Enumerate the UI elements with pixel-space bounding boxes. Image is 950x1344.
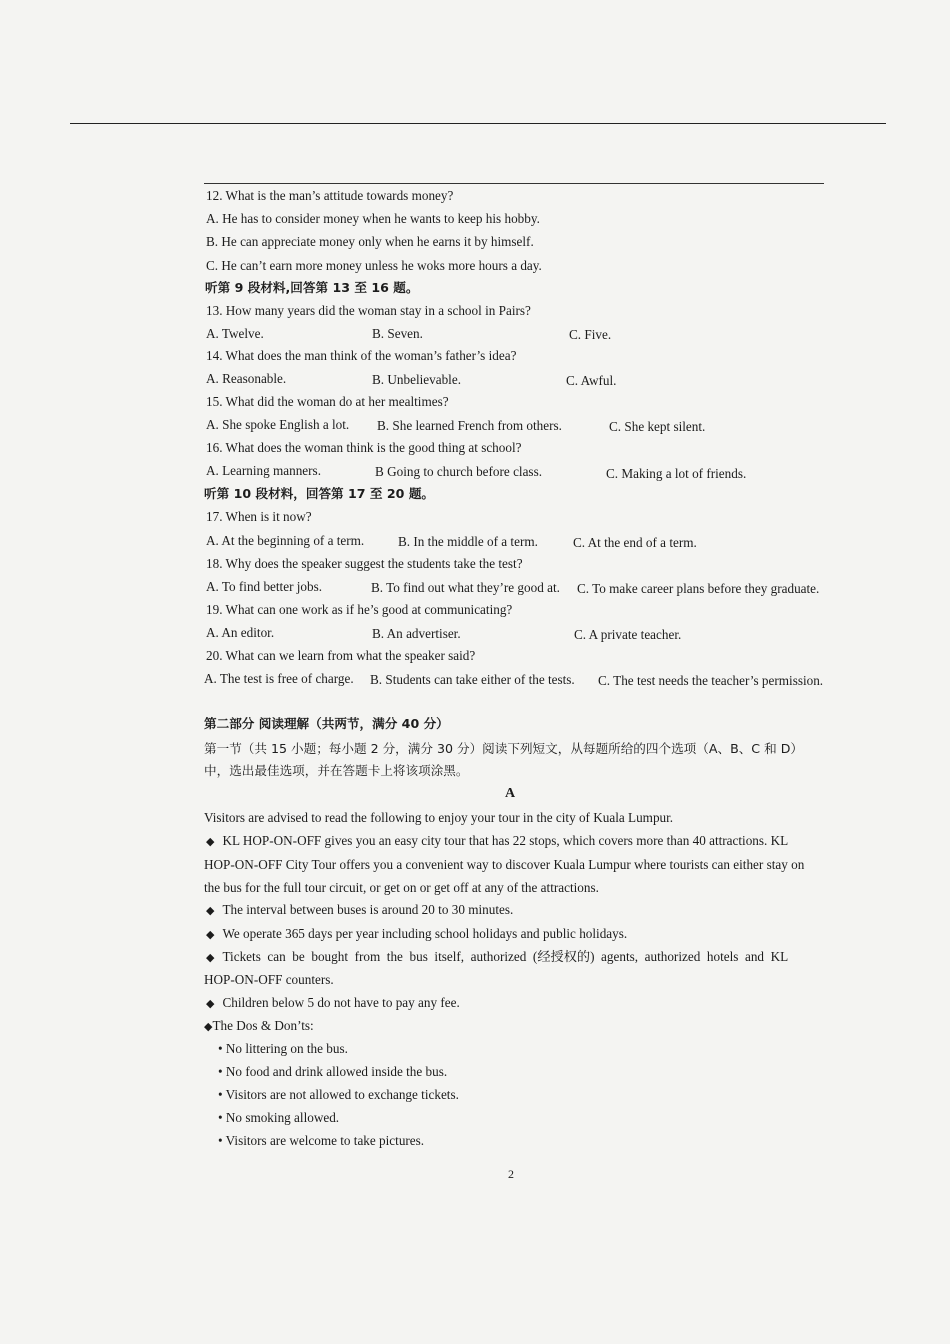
q14-option-b: B. Unbelievable. — [372, 372, 461, 387]
bullet-1-text: KL HOP-ON-OFF gives you an easy city tour that has 22 stops, which covers more than 40 attractions. KL — [222, 833, 789, 848]
bullet-icon: ◆ — [204, 1021, 213, 1033]
bullet-1-line-1 — [206, 832, 788, 851]
bullet-icon: ◆ — [206, 952, 215, 964]
bullet-4-line-2: HOP-ON-OFF counters. — [204, 972, 334, 987]
q15-option-a: A. She spoke English a lot. — [206, 417, 350, 432]
bullet-icon: ◆ — [206, 905, 215, 917]
q13-option-c: C. Five. — [569, 327, 612, 342]
q20-option-b: B. Students can take either of the tests. — [370, 672, 575, 687]
material-10-instruction: 听第 10 段材料，回答第 17 至 20 题。 — [204, 486, 435, 501]
question-13: 13. How many years did the woman stay in a school in Pairs? — [206, 303, 531, 318]
question-15: 15. What did the woman do at her mealtimes? — [206, 394, 449, 409]
bullet-icon: ◆ — [206, 836, 215, 848]
question-19: 19. What can one work as if he’s good at communicating? — [206, 602, 513, 617]
part-2-heading: 第二部分 阅读理解（共两节，满分 40 分） — [204, 716, 449, 731]
part-2-instruction-line-2: 中，选出最佳选项，并在答题卡上将该项涂黑。 — [204, 763, 469, 778]
rule-item-4: • No smoking allowed. — [218, 1110, 340, 1125]
q12-option-b: B. He can appreciate money only when he earns it by himself. — [206, 234, 534, 249]
bullet-icon: ◆ — [206, 998, 215, 1010]
question-20: 20. What can we learn from what the speaker said? — [206, 648, 476, 663]
material-9-instruction: 听第 9 段材料,回答第 13 至 16 题。 — [205, 280, 419, 295]
bullet-3 — [206, 925, 627, 944]
q15-option-c: C. She kept silent. — [609, 419, 706, 434]
bullet-1-line-3: the bus for the full tour circuit, or get on or get off at any of the attractions. — [204, 880, 599, 895]
q15-option-b: B. She learned French from others. — [377, 418, 562, 433]
q17-option-b: B. In the middle of a term. — [398, 534, 538, 549]
q16-option-c: C. Making a lot of friends. — [606, 466, 747, 481]
bullet-2 — [206, 901, 513, 920]
bullet-4-line-1 — [206, 948, 788, 967]
bullet-4-text: Tickets can be bought from the bus itself, authorized (经授权的) agents, authorized hotels and KL — [222, 949, 789, 964]
bullet-6-text: The Dos & Don’ts: — [212, 1018, 314, 1033]
rule-item-5: • Visitors are welcome to take pictures. — [218, 1133, 425, 1148]
bullet-2-text: The interval between buses is around 20 to 30 minutes. — [222, 902, 514, 917]
q17-option-c: C. At the end of a term. — [573, 535, 697, 550]
rule-item-2: • No food and drink allowed inside the bus. — [218, 1064, 448, 1079]
q12-option-a: A. He has to consider money when he wants to keep his hobby. — [206, 211, 540, 226]
q19-option-a: A. An editor. — [206, 625, 275, 640]
passage-letter: A — [505, 786, 516, 801]
question-16: 16. What does the woman think is the good thing at school? — [206, 440, 522, 455]
question-14: 14. What does the man think of the woman’s father’s idea? — [206, 348, 517, 363]
part-2-instruction-line-1: 第一节（共 15 小题；每小题 2 分，满分 30 分）阅读下列短文，从每题所给的四个选项（A、B、C 和 D） — [204, 741, 803, 756]
q13-option-b: B. Seven. — [372, 326, 423, 341]
rule-item-3: • Visitors are not allowed to exchange tickets. — [218, 1087, 459, 1102]
q17-option-a: A. At the beginning of a term. — [206, 533, 365, 548]
page-number: 2 — [508, 1167, 514, 1181]
q19-option-b: B. An advertiser. — [372, 626, 461, 641]
question-17: 17. When is it now? — [206, 509, 312, 524]
q20-option-c: C. The test needs the teacher’s permission. — [598, 673, 824, 688]
q18-option-a: A. To find better jobs. — [206, 579, 323, 594]
q19-option-c: C. A private teacher. — [574, 627, 682, 642]
q18-option-b: B. To find out what they’re good at. — [371, 580, 560, 595]
bullet-icon: ◆ — [206, 929, 215, 941]
bullet-1-line-2: HOP-ON-OFF City Tour offers you a convenient way to discover Kuala Lumpur where tourists can either stay on — [204, 857, 805, 872]
rule-item-1: • No littering on the bus. — [218, 1041, 348, 1056]
passage-intro: Visitors are advised to read the following to enjoy your tour in the city of Kuala Lumpur. — [204, 810, 674, 825]
q18-option-c: C. To make career plans before they graduate. — [577, 581, 820, 596]
q14-option-a: A. Reasonable. — [206, 371, 287, 386]
q12-option-c: C. He can’t earn more money unless he woks more hours a day. — [206, 258, 542, 273]
q14-option-c: C. Awful. — [566, 373, 617, 388]
q13-option-a: A. Twelve. — [206, 326, 264, 341]
bullet-5-text: Children below 5 do not have to pay any fee. — [222, 995, 460, 1010]
bullet-6 — [204, 1017, 314, 1036]
q16-option-b: B Going to church before class. — [375, 464, 542, 479]
q20-option-a: A. The test is free of charge. — [204, 671, 354, 686]
question-12: 12. What is the man’s attitude towards money? — [206, 188, 454, 203]
bullet-5 — [206, 994, 460, 1013]
section-rule — [204, 183, 824, 184]
question-18: 18. Why does the speaker suggest the students take the test? — [206, 556, 523, 571]
bullet-3-text: We operate 365 days per year including school holidays and public holidays. — [222, 926, 628, 941]
top-rule — [70, 123, 886, 124]
q16-option-a: A. Learning manners. — [206, 463, 321, 478]
